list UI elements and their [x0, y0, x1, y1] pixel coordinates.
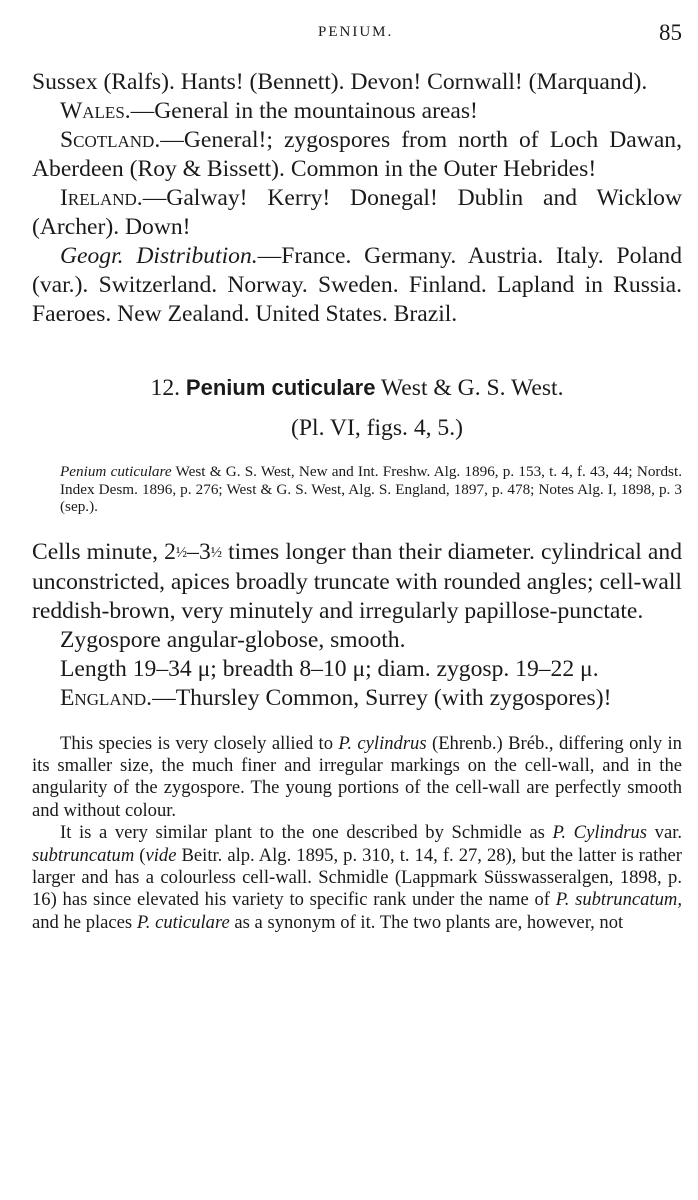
note-taxon: P. cuticulare — [136, 911, 230, 933]
note-taxon: P. Cylindrus — [552, 822, 648, 844]
page-number: 85 — [659, 20, 682, 45]
cell-description-text: Cells minute, 2 — [32, 538, 176, 565]
ireland-label: Ireland. — [60, 185, 143, 211]
synonymy-citation — [32, 463, 682, 516]
cell-description — [32, 538, 682, 626]
species-description — [32, 538, 682, 713]
species-notes — [32, 733, 682, 935]
page-body — [32, 68, 682, 934]
ireland-entry — [32, 184, 682, 242]
measurements: Length 19–34 μ; breadth 8–10 μ; diam. zygosp. 19–22 μ. — [60, 655, 599, 682]
england-record-text: —Thursley Common, Surrey (with zygospores)! — [152, 684, 612, 711]
distribution-entry — [32, 242, 682, 329]
running-head — [0, 20, 698, 50]
plate-reference: (Pl. VI, figs. 4, 5.) — [291, 415, 463, 441]
cell-description-text: –3 — [187, 538, 211, 565]
note-text: ( — [134, 844, 146, 866]
note-taxon: P. subtruncatum, — [555, 889, 682, 911]
note-text: Beitr. alp. Alg. 1895, p. 310, t. 14, f. 27, 28), but the latter is rather larger and has a colourless cell-wall. Schmidle (Lappmark Süsswasseralgen, 1898, p. 16) has since elevated his variety to specific rank under the name of — [32, 844, 683, 911]
note-text: as a synonym of it. The two plants are, however, not — [229, 911, 624, 933]
notes-paragraph-1 — [32, 733, 682, 823]
scotland-label: Scotland. — [60, 127, 161, 153]
note-text: This species is very closely allied to — [60, 732, 339, 754]
notes-paragraph-2 — [32, 822, 682, 934]
citation-name: Penium cuticulare — [60, 463, 172, 480]
note-text: It is a very similar plant to the one described by Schmidle as — [60, 822, 553, 844]
cell-description-text: times longer than their diameter. cylindrical and unconstricted, apices broadly truncate with rounded angles; cell-wall reddish-brown, very minutely and irregularly papillose-punctate. — [32, 538, 682, 624]
note-text-italic: vide — [145, 844, 177, 866]
scotland-entry — [32, 126, 682, 184]
zygospore-description: Zygospore angular-globose, smooth. — [60, 626, 406, 653]
note-text: and he places — [32, 911, 137, 933]
species-authority: West & G. S. West. — [380, 375, 564, 401]
note-taxon: P. cylindrus — [338, 732, 427, 754]
distribution-label: Geogr. Distribution. — [60, 243, 258, 269]
wales-entry — [32, 97, 682, 126]
species-heading — [32, 373, 682, 403]
note-taxon: subtruncatum — [32, 844, 135, 866]
england-label: England. — [60, 684, 153, 711]
species-number: 12. — [150, 375, 181, 401]
wales-label: Wales. — [60, 98, 131, 124]
england-localities — [32, 68, 682, 97]
wales-text: —General in the mountainous areas! — [130, 98, 478, 124]
distribution-text: —France. Germany. Austria. Italy. Poland (var.). Switzerland. Norway. Sweden. Finland. Lapland in Russia. Faeroes. New Zealand. United States. Brazil. — [32, 243, 683, 327]
note-text: var. — [647, 822, 683, 844]
note-text: (Ehrenb.) Bréb., differing only in its smaller size, the much finer and irregular markings on the cell-wall, and in the angularity of the zygospore. The young portions of the cell-wall are perfectly smooth and without colour. — [32, 732, 682, 821]
species-name: Penium cuticulare — [185, 375, 376, 400]
ireland-text: —Galway! Kerry! Donegal! Dublin and Wicklow (Archer). Down! — [32, 185, 682, 240]
england-localities-text: Sussex (Ralfs). Hants! (Bennett). Devon! Cornwall! (Marquand). — [32, 69, 648, 95]
fraction-half: ½ — [175, 544, 188, 561]
scotland-text: —General!; zygospores from north of Loch Dawan, Aberdeen (Roy & Bissett). Common in the Outer Hebrides! — [32, 127, 682, 182]
fraction-half: ½ — [210, 544, 223, 561]
running-head-title: PENIUM. — [318, 24, 394, 40]
citation-text: West & G. S. West, New and Int. Freshw. Alg. 1896, p. 153, t. 4, f. 43, 44; Nordst. Index Desm. 1896, p. 276; West & G. S. West, Alg. S. England, 1897, p. 478; Notes Alg. I, 1898, p. 3 (sep.). — [60, 463, 682, 515]
england-record — [32, 684, 682, 713]
